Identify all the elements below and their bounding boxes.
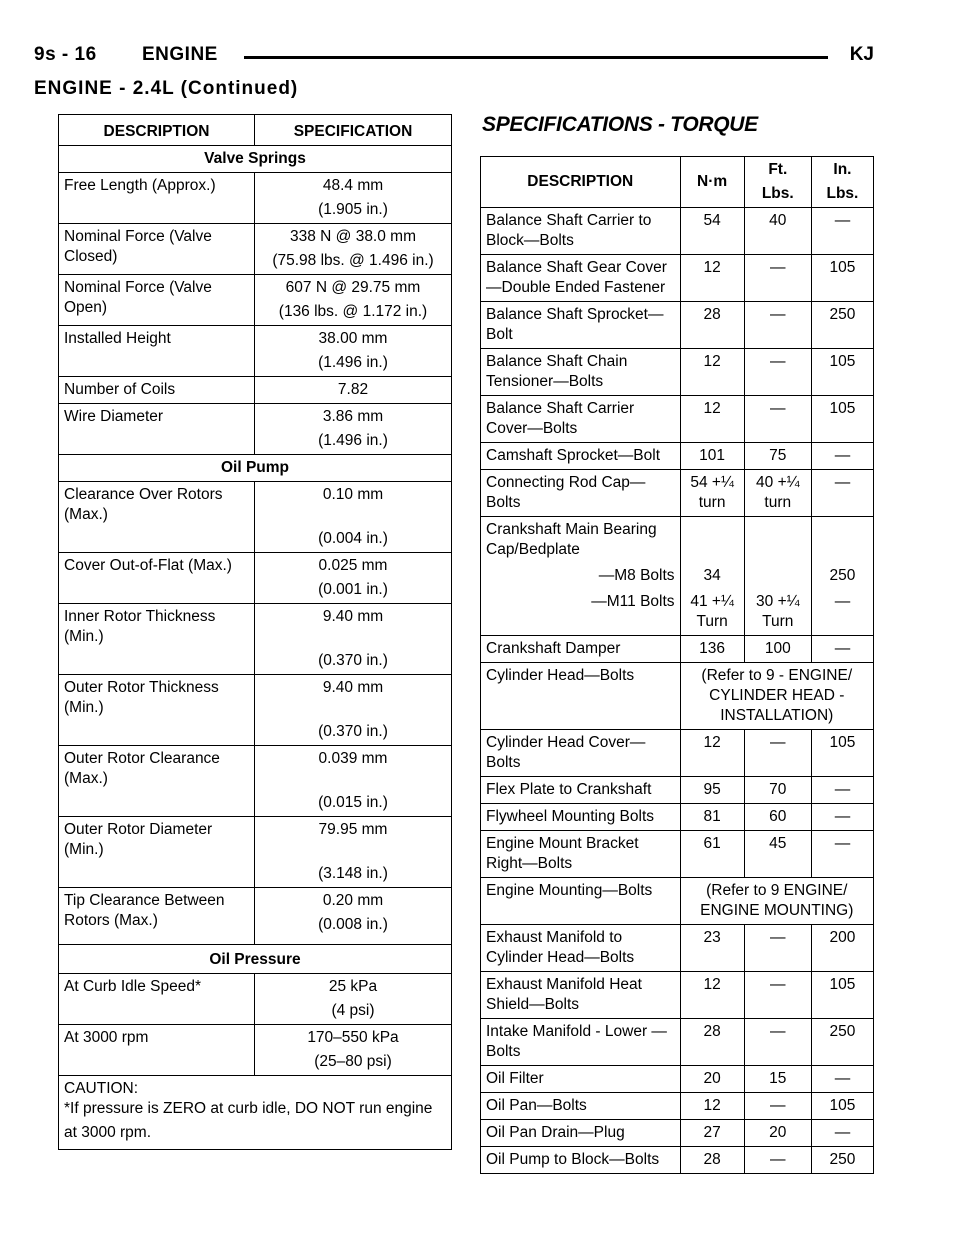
- table-row: [59, 974, 452, 1025]
- row-description: Oil Pan—Bolts: [481, 1093, 681, 1120]
- model-code: KJ: [849, 44, 874, 65]
- spec-metric: 9.40 mm: [322, 608, 384, 625]
- spec-imperial: (25–80 psi): [314, 1053, 392, 1070]
- row-description: Cylinder Head—Bolts: [481, 663, 681, 730]
- page-number: 9s - 16: [34, 44, 97, 65]
- row-description: Crankshaft Main Bearing Cap/Bedplate: [481, 517, 681, 564]
- table-row: [59, 275, 452, 326]
- value-nm: 61: [680, 831, 744, 878]
- row-description: Camshaft Sprocket—Bolt: [481, 443, 681, 470]
- spec-imperial: (75.98 lbs. @ 1.496 in.): [272, 252, 434, 269]
- table-row: [481, 349, 874, 396]
- table-subrow: [481, 563, 874, 589]
- value-ft-lbs: 40: [744, 208, 811, 255]
- row-empty-ft: [744, 517, 811, 564]
- table-row: [481, 878, 874, 925]
- value-nm: 23: [680, 925, 744, 972]
- table-row: [481, 831, 874, 878]
- row-description: Outer Rotor Diameter (Min.): [59, 817, 255, 888]
- row-description: Oil Filter: [481, 1066, 681, 1093]
- spec-metric: 7.82: [337, 381, 369, 398]
- spec-metric: 9.40 mm: [322, 679, 384, 696]
- row-reference: (Refer to 9 ENGINE/ ENGINE MOUNTING): [680, 878, 873, 925]
- value-ft-lbs: —: [744, 396, 811, 443]
- row-description: Flex Plate to Crankshaft: [481, 777, 681, 804]
- value-nm: 54: [680, 208, 744, 255]
- section-label: Oil Pressure: [59, 945, 452, 974]
- value-ft-lbs: —: [744, 1019, 811, 1066]
- table-row: [481, 208, 874, 255]
- value-in-lbs: —: [811, 470, 873, 517]
- value-ft-lbs: —: [744, 925, 811, 972]
- value-nm: 81: [680, 804, 744, 831]
- table-row: [481, 1019, 874, 1066]
- section-name: ENGINE: [142, 44, 218, 65]
- table-row: [481, 1147, 874, 1174]
- row-description: Cylinder Head Cover—Bolts: [481, 730, 681, 777]
- value-nm: 28: [680, 1019, 744, 1066]
- value-in-lbs: 200: [811, 925, 873, 972]
- row-description: Outer Rotor Thickness (Min.): [59, 675, 255, 746]
- value-in-lbs: 250: [811, 563, 873, 589]
- value-in-lbs: —: [811, 443, 873, 470]
- row-description: Exhaust Manifold to Cylinder Head—Bolts: [481, 925, 681, 972]
- value-in-lbs: 105: [811, 730, 873, 777]
- value-nm: 12: [680, 1093, 744, 1120]
- spec-metric: 0.025 mm: [318, 557, 388, 574]
- engine-spec-table: [58, 114, 452, 1150]
- spec-metric: 170–550 kPa: [307, 1029, 399, 1046]
- value-ft-lbs: 20: [744, 1120, 811, 1147]
- row-reference: (Refer to 9 - ENGINE/ CYLINDER HEAD - INSTALLATION): [680, 663, 873, 730]
- value-in-lbs: 105: [811, 1093, 873, 1120]
- spec-imperial: (1.496 in.): [318, 354, 388, 371]
- table-row: [481, 925, 874, 972]
- table-row: [59, 817, 452, 888]
- value-nm: 41 +¼ Turn: [680, 589, 744, 636]
- header-ft: Ft.: [768, 161, 788, 178]
- table-row: [481, 255, 874, 302]
- row-description: Wire Diameter: [59, 404, 255, 455]
- value-ft-lbs: —: [744, 255, 811, 302]
- table-row: [481, 1066, 874, 1093]
- table-row: [481, 804, 874, 831]
- row-description: —M8 Bolts: [481, 563, 681, 589]
- value-in-lbs: 105: [811, 396, 873, 443]
- table-row: [481, 1120, 874, 1147]
- value-nm: 54 +¼ turn: [680, 470, 744, 517]
- caution-text: *If pressure is ZERO at curb idle, DO NOT run engine: [64, 1100, 433, 1117]
- spec-imperial: (0.004 in.): [318, 530, 388, 547]
- row-description: —M11 Bolts: [481, 589, 681, 636]
- value-nm: 12: [680, 730, 744, 777]
- value-nm: 20: [680, 1066, 744, 1093]
- table-row: [59, 377, 452, 404]
- row-description: Engine Mount Bracket Right—Bolts: [481, 831, 681, 878]
- value-ft-lbs: —: [744, 1093, 811, 1120]
- value-nm: 12: [680, 396, 744, 443]
- value-ft-lbs: 15: [744, 1066, 811, 1093]
- value-ft-lbs: —: [744, 1147, 811, 1174]
- value-nm: 12: [680, 972, 744, 1019]
- row-description: Intake Manifold - Lower —Bolts: [481, 1019, 681, 1066]
- header-specification: SPECIFICATION: [255, 115, 452, 146]
- row-description: Oil Pan Drain—Plug: [481, 1120, 681, 1147]
- header-ft-lbs: Lbs.: [761, 185, 794, 202]
- table-row: [481, 972, 874, 1019]
- row-empty-nm: [680, 517, 744, 564]
- value-ft-lbs: 60: [744, 804, 811, 831]
- header-nm: N·m: [680, 157, 744, 208]
- value-in-lbs: 105: [811, 349, 873, 396]
- value-ft-lbs: 45: [744, 831, 811, 878]
- table-row: [481, 302, 874, 349]
- row-description: Balance Shaft Carrier to Block—Bolts: [481, 208, 681, 255]
- table-row: [59, 173, 452, 224]
- spec-metric: 338 N @ 38.0 mm: [289, 228, 416, 245]
- value-ft-lbs: 100: [744, 636, 811, 663]
- row-description: Outer Rotor Clearance (Max.): [59, 746, 255, 817]
- section-label: Oil Pump: [59, 455, 452, 482]
- value-nm: 136: [680, 636, 744, 663]
- value-in-lbs: 250: [811, 302, 873, 349]
- row-description: Flywheel Mounting Bolts: [481, 804, 681, 831]
- value-in-lbs: —: [811, 804, 873, 831]
- spec-metric: 3.86 mm: [322, 408, 384, 425]
- value-nm: 27: [680, 1120, 744, 1147]
- value-in-lbs: 105: [811, 972, 873, 1019]
- table-row: [59, 1025, 452, 1076]
- row-description: Tip Clearance Between Rotors (Max.): [59, 888, 255, 945]
- table-row: [59, 224, 452, 275]
- row-description: Crankshaft Damper: [481, 636, 681, 663]
- value-nm: 12: [680, 255, 744, 302]
- value-ft-lbs: —: [744, 302, 811, 349]
- row-description: Clearance Over Rotors (Max.): [59, 482, 255, 553]
- table-subrow: [481, 589, 874, 636]
- torque-section-title: SPECIFICATIONS - TORQUE: [482, 113, 758, 136]
- row-empty-in: [811, 517, 873, 564]
- value-nm: 95: [680, 777, 744, 804]
- table-row: [59, 326, 452, 377]
- value-ft-lbs: —: [744, 972, 811, 1019]
- spec-metric: 48.4 mm: [322, 177, 384, 194]
- value-nm: 28: [680, 302, 744, 349]
- spec-imperial: (1.496 in.): [318, 432, 388, 449]
- row-description: At Curb Idle Speed*: [59, 974, 255, 1025]
- caution-row: [59, 1076, 452, 1150]
- value-in-lbs: 250: [811, 1147, 873, 1174]
- spec-metric: 38.00 mm: [318, 330, 388, 347]
- spec-imperial: (4 psi): [331, 1002, 375, 1019]
- spec-metric: 25 kPa: [328, 978, 378, 995]
- table-header-row: [481, 157, 874, 208]
- row-description: Exhaust Manifold Heat Shield—Bolts: [481, 972, 681, 1019]
- torque-spec-table: [480, 156, 874, 1174]
- header-description: DESCRIPTION: [59, 115, 255, 146]
- table-row: [481, 396, 874, 443]
- table-row: [481, 517, 874, 564]
- value-ft-lbs: —: [744, 730, 811, 777]
- row-description: Balance Shaft Gear Cover—Double Ended Fastener: [481, 255, 681, 302]
- header-in: In.: [833, 161, 852, 178]
- value-nm: 28: [680, 1147, 744, 1174]
- spec-metric: 0.20 mm: [322, 892, 384, 909]
- row-description: At 3000 rpm: [59, 1025, 255, 1076]
- row-description: Nominal Force (Valve Open): [59, 275, 255, 326]
- header-description: DESCRIPTION: [481, 157, 681, 208]
- header-rule: [244, 56, 828, 59]
- table-row: [481, 730, 874, 777]
- table-row: [59, 888, 452, 945]
- value-ft-lbs: [744, 563, 811, 589]
- section-label: Valve Springs: [59, 146, 452, 173]
- row-description: Free Length (Approx.): [59, 173, 255, 224]
- value-in-lbs: —: [811, 1066, 873, 1093]
- value-in-lbs: —: [811, 1120, 873, 1147]
- spec-imperial: (0.008 in.): [318, 916, 388, 933]
- table-row: [59, 482, 452, 553]
- value-ft-lbs: 40 +¼ turn: [744, 470, 811, 517]
- spec-imperial: (0.001 in.): [318, 581, 388, 598]
- value-nm: 101: [680, 443, 744, 470]
- caution-heading: CAUTION:: [64, 1080, 139, 1097]
- spec-imperial: (0.370 in.): [318, 652, 388, 669]
- table-row: [481, 663, 874, 730]
- page-subtitle: ENGINE - 2.4L (Continued): [34, 78, 299, 99]
- value-in-lbs: —: [811, 589, 873, 636]
- table-row: [59, 604, 452, 675]
- value-nm: 34: [680, 563, 744, 589]
- spec-imperial: (136 lbs. @ 1.172 in.): [278, 303, 428, 320]
- table-row: [59, 746, 452, 817]
- table-row: [481, 777, 874, 804]
- spec-imperial: (1.905 in.): [318, 201, 388, 218]
- spec-imperial: (0.015 in.): [318, 794, 388, 811]
- value-nm: 12: [680, 349, 744, 396]
- section-row: [59, 455, 452, 482]
- spec-metric: 607 N @ 29.75 mm: [285, 279, 421, 296]
- row-description: Oil Pump to Block—Bolts: [481, 1147, 681, 1174]
- section-row: [59, 945, 452, 974]
- caution-text-end: at 3000 rpm.: [64, 1124, 152, 1141]
- spec-imperial: (3.148 in.): [318, 865, 388, 882]
- value-in-lbs: —: [811, 636, 873, 663]
- table-row: [59, 675, 452, 746]
- value-ft-lbs: 30 +¼ Turn: [744, 589, 811, 636]
- page-header: [34, 44, 874, 68]
- row-description: Cover Out-of-Flat (Max.): [59, 553, 255, 604]
- row-description: Balance Shaft Carrier Cover—Bolts: [481, 396, 681, 443]
- value-in-lbs: —: [811, 208, 873, 255]
- header-in-lbs: Lbs.: [826, 185, 859, 202]
- table-header-row: [59, 115, 452, 146]
- row-description: Balance Shaft Chain Tensioner—Bolts: [481, 349, 681, 396]
- value-in-lbs: 105: [811, 255, 873, 302]
- spec-metric: 79.95 mm: [318, 821, 388, 838]
- value-in-lbs: —: [811, 777, 873, 804]
- row-description: Inner Rotor Thickness (Min.): [59, 604, 255, 675]
- spec-imperial: (0.370 in.): [318, 723, 388, 740]
- row-description: Installed Height: [59, 326, 255, 377]
- spec-metric: 0.10 mm: [322, 486, 384, 503]
- table-row: [481, 470, 874, 517]
- row-description: Nominal Force (Valve Closed): [59, 224, 255, 275]
- table-row: [59, 404, 452, 455]
- value-in-lbs: —: [811, 831, 873, 878]
- spec-metric: 0.039 mm: [318, 750, 388, 767]
- value-ft-lbs: —: [744, 349, 811, 396]
- row-description: Balance Shaft Sprocket—Bolt: [481, 302, 681, 349]
- value-ft-lbs: 70: [744, 777, 811, 804]
- value-in-lbs: 250: [811, 1019, 873, 1066]
- section-row: [59, 146, 452, 173]
- table-row: [481, 1093, 874, 1120]
- row-description: Engine Mounting—Bolts: [481, 878, 681, 925]
- value-ft-lbs: 75: [744, 443, 811, 470]
- table-row: [481, 443, 874, 470]
- row-description: Number of Coils: [59, 377, 255, 404]
- table-row: [59, 553, 452, 604]
- table-row: [481, 636, 874, 663]
- row-description: Connecting Rod Cap—Bolts: [481, 470, 681, 517]
